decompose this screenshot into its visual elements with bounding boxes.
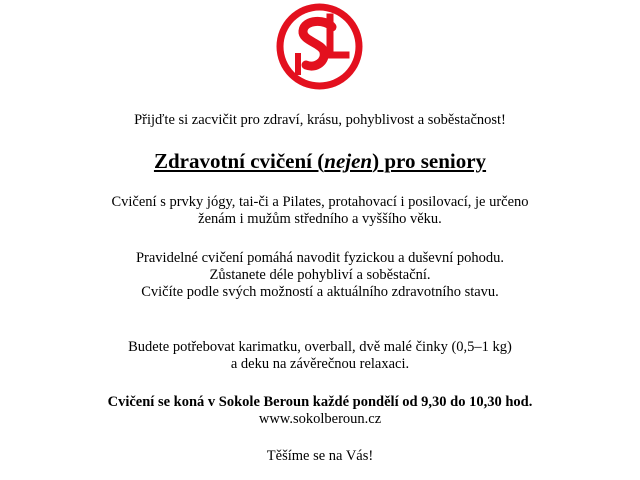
equipment-line-1: Budete potřebovat karimatku, overball, dvě malé činky (0,5–1 kg) bbox=[128, 339, 512, 355]
benefits-line-1: Pravidelné cvičení pomáhá navodit fyzickou a duševní pohodu. bbox=[135, 250, 505, 266]
intro-text: Přijďte si zacvičit pro zdraví, krásu, pohyblivost a soběstačnost! bbox=[134, 112, 506, 128]
title-emphasis: nejen bbox=[324, 149, 373, 173]
equipment-line-2: a deku na závěrečnou relaxaci. bbox=[230, 356, 410, 372]
website-link[interactable]: www.sokolberoun.cz bbox=[258, 411, 382, 427]
description-line-1: Cvičení s prvky jógy, tai-či a Pilates, protahovací i posilovací, je určeno bbox=[111, 194, 529, 210]
schedule-text: Cvičení se koná v Sokole Beroun každé pondělí od 9,30 do 10,30 hod. bbox=[107, 394, 533, 410]
benefits-line-2: Zůstanete déle pohybliví a soběstační. bbox=[209, 267, 431, 283]
description-line-2: ženám i mužům středního a vyššího věku. bbox=[198, 211, 442, 227]
page-title bbox=[0, 148, 640, 174]
title-before: Zdravotní cvičení ( bbox=[153, 149, 325, 173]
benefits-line-3: Cvičíte podle svých možností a aktuálního zdravotního stavu. bbox=[141, 284, 499, 300]
closing-text: Těšíme se na Vás! bbox=[266, 448, 374, 464]
sokol-logo-icon bbox=[276, 3, 363, 90]
title-after: ) pro seniory bbox=[372, 149, 487, 173]
